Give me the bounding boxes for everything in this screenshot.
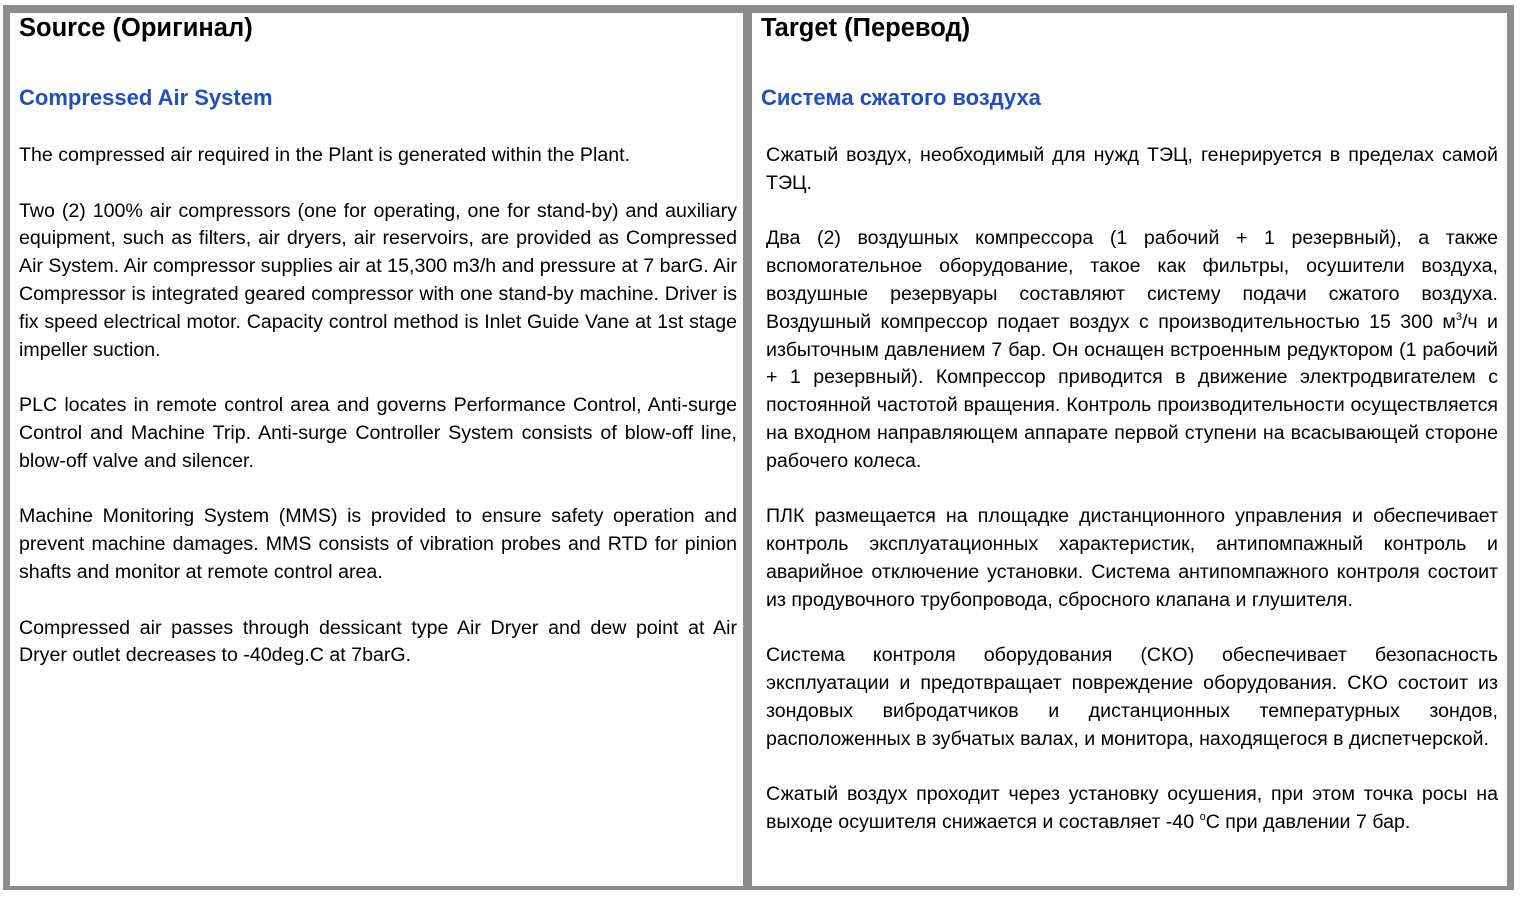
source-paragraph-3: PLC locates in remote control area and governs Performance Control, Anti-surge Control and Machine Trip. Anti-surge Controller System consists of blow-off line, blow-off valve and silencer. [19, 394, 737, 472]
target-body [766, 142, 1498, 865]
target-paragraph-2 [766, 225, 1498, 475]
source-paragraph-2: Two (2) 100% air compressors (one for operating, one for stand-by) and auxiliary equipment, such as filters, air dryers, air reservoirs, are provided as Compressed Air System. Air compressor supplies air at 15,300 m3/h and pressure at 7 barG. Air Compressor is integrated geared compressor with one stand-by machine. Driver is fix speed electrical motor. Capacity control method is Inlet Guide Vane at 1st stage impeller suction. [19, 199, 737, 361]
source-column [10, 13, 743, 886]
target-column [752, 13, 1507, 886]
degree-superscript: о [1199, 811, 1206, 824]
cubic-superscript: 3 [1455, 310, 1462, 323]
source-heading: Compressed Air System [19, 85, 273, 110]
target-paragraph-5-part-a: Сжатый воздух проходит через установку осушения, при этом точка росы на выходе осушителя снижается и составляет -40 [766, 783, 1498, 834]
source-paragraph-4: Machine Monitoring System (MMS) is provided to ensure safety operation and prevent machine damages. MMS consists of vibration probes and RTD for pinion shafts and monitor at remote control area. [19, 505, 737, 583]
target-paragraph-2-part-a: Два (2) воздушных компрессора (1 рабочий + 1 резервный), а также вспомогательное оборудование, такое как фильтры, осушители воздуха, воздушные резервуары составляют систему подачи сжатого воздуха. Воздушный компрессор подает воздух с производительностью 15 300 м [766, 227, 1498, 333]
target-title: Target (Перевод) [761, 14, 971, 42]
target-paragraph-5 [766, 781, 1498, 837]
target-heading: Система сжатого воздуха [761, 85, 1041, 110]
target-paragraph-1: Сжатый воздух, необходимый для нужд ТЭЦ, генерируется в пределах самой ТЭЦ. [766, 144, 1498, 194]
source-body [19, 142, 737, 698]
source-title: Source (Оригинал) [19, 14, 253, 42]
target-paragraph-3: ПЛК размещается на площадке дистанционного управления и обеспечивает контроль эксплуатационных характеристик, антипомпажный контроль и аварийное отключение установки. Система антипомпажного контроля состоит из продувочного трубопровода, сбросного клапана и глушителя. [766, 505, 1498, 611]
target-paragraph-5-part-b: С при давлении 7 бар. [1205, 811, 1411, 834]
source-paragraph-5: Compressed air passes through dessicant type Air Dryer and dew point at Air Dryer outlet decreases to -40deg.C at 7barG. [19, 616, 737, 667]
source-paragraph-1: The compressed air required in the Plant is generated within the Plant. [19, 144, 631, 166]
target-paragraph-4: Система контроля оборудования (СКО) обеспечивает безопасность эксплуатации и предотвращает повреждение оборудования. СКО состоит из зондовых вибродатчиков и дистанционных температурных зондов, расположенных в зубчатых валах, и монитора, находящегося в диспетчерской. [766, 644, 1498, 750]
target-paragraph-2-part-b: /ч и избыточным давлением 7 бар. Он оснащен встроенным редуктором (1 рабочий + 1 резервный). Компрессор приводится в движение электродвигателем с постоянной частотой вращения. Контроль производительности осуществляется на входном направляющем аппарате первой ступени на всасывающей стороне рабочего колеса. [766, 310, 1499, 472]
document-frame [3, 5, 1514, 890]
